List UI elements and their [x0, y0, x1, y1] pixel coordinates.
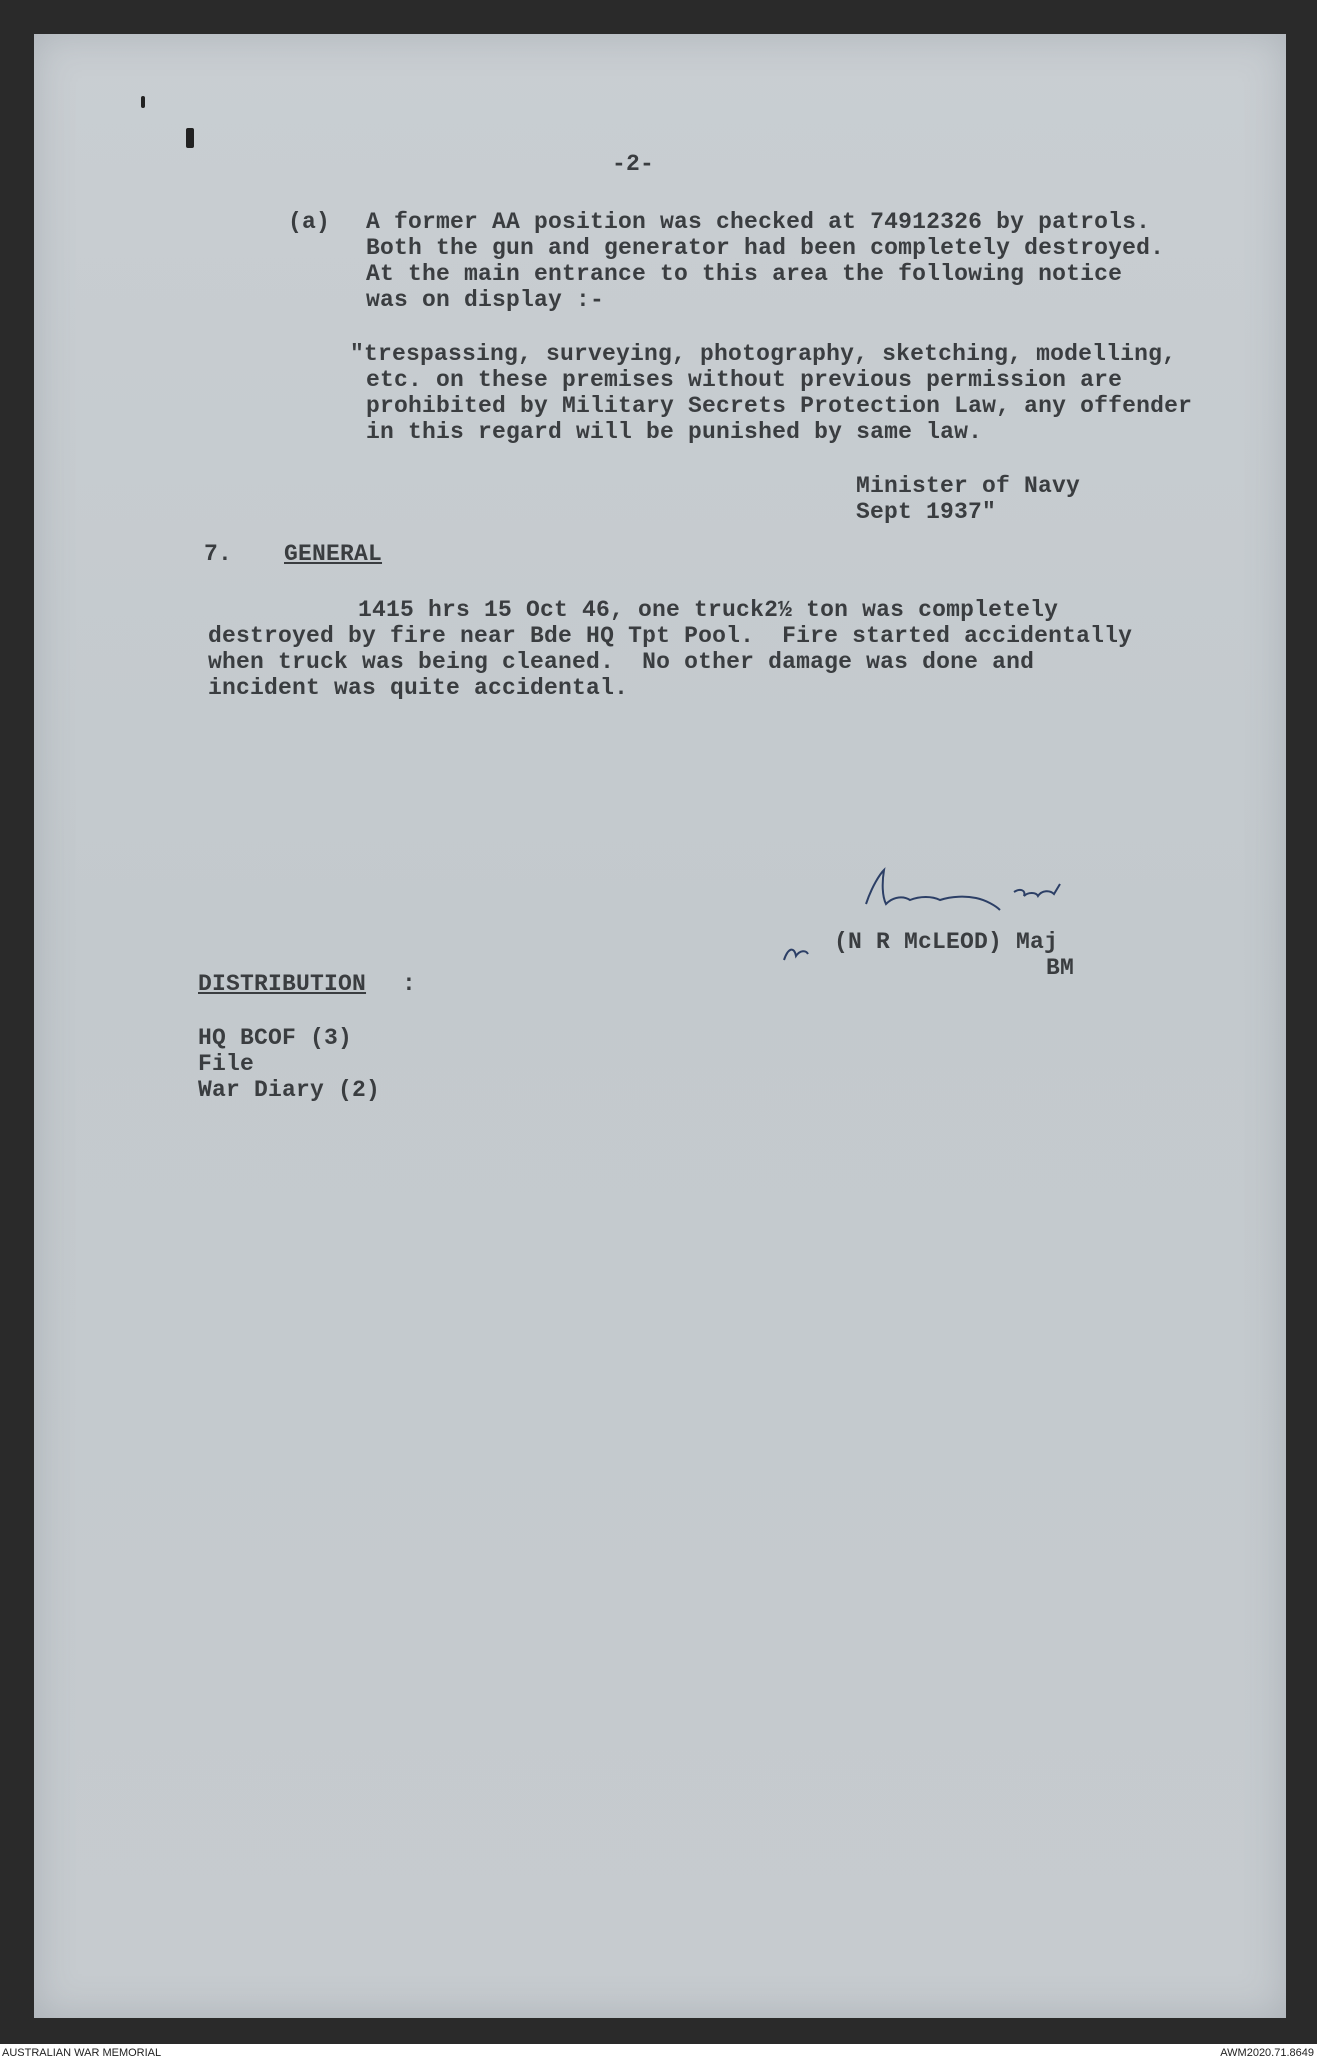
signature-title: BM	[1046, 955, 1075, 981]
para-a-line: A former AA position was checked at 74912326 by patrols.	[366, 209, 1151, 235]
section-line: destroyed by fire near Bde HQ Tpt Pool. Fire started accidentally	[208, 623, 1133, 649]
binding-hole-mark	[186, 128, 194, 148]
section-line: incident was quite accidental.	[208, 675, 629, 701]
footer-accession-number: AWM2020.71.8649	[1220, 2047, 1314, 2059]
notice-signoff: Sept 1937"	[856, 499, 997, 525]
para-a-line: At the main entrance to this area the following notice	[366, 261, 1123, 287]
page-number: -2-	[612, 151, 655, 177]
section-line: when truck was being cleaned. No other damage was done and	[208, 649, 1035, 675]
footer-credit: AUSTRALIAN WAR MEMORIAL	[2, 2047, 162, 2059]
notice-line: in this regard will be punished by same law.	[366, 419, 983, 445]
para-a-line: was on display :-	[366, 287, 605, 313]
signature-name: (N R McLEOD) Maj	[834, 929, 1059, 955]
section-number: 7.	[204, 541, 233, 567]
distribution-item: War Diary (2)	[198, 1077, 381, 1103]
notice-line: etc. on these premises without previous permission are	[366, 367, 1123, 393]
section-line: 1415 hrs 15 Oct 46, one truck2½ ton was completely	[358, 597, 1059, 623]
distribution-item: File	[198, 1051, 255, 1077]
distribution-heading: DISTRIBUTION	[198, 971, 367, 997]
distribution-item: HQ BCOF (3)	[198, 1025, 353, 1051]
notice-line: prohibited by Military Secrets Protection Law, any offender	[366, 393, 1193, 419]
distribution-colon: :	[402, 971, 417, 997]
notice-signoff: Minister of Navy	[856, 473, 1081, 499]
para-a-line: Both the gun and generator had been completely destroyed.	[366, 235, 1165, 261]
section-heading: GENERAL	[284, 541, 383, 567]
para-a-marker: (a)	[288, 209, 331, 235]
binding-hole-mark	[141, 96, 145, 108]
notice-line: "trespassing, surveying, photography, sketching, modelling,	[350, 341, 1177, 367]
